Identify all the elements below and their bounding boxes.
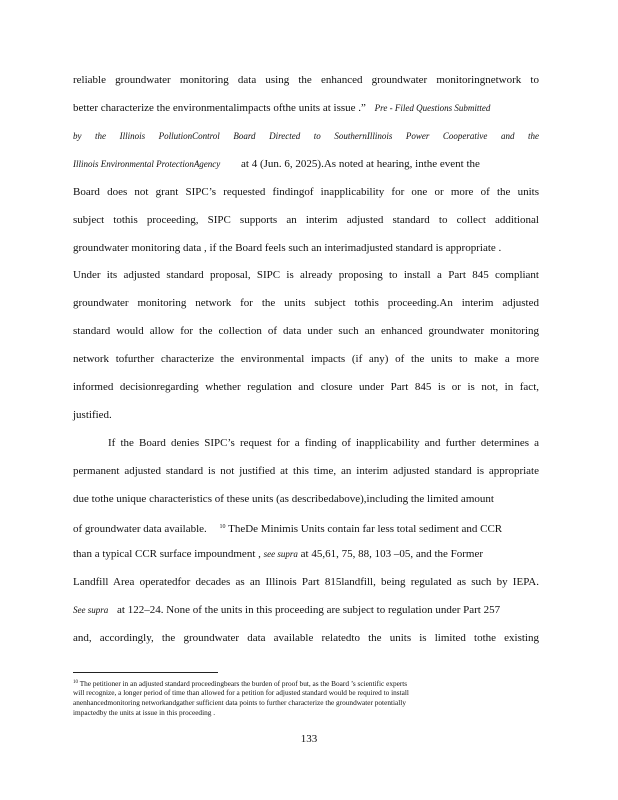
body-line: permanent adjusted standard is not justified at this time, an interim adjusted standard is appropriate xyxy=(73,465,539,477)
footnote-line: impactedby the units at issue in this proceeding . xyxy=(73,708,216,717)
body-line xyxy=(73,101,539,115)
citation-line: by the Illinois PollutionControl Board Directed to SouthernIllinois Power Cooperative and the xyxy=(73,131,539,141)
body-line: standard would allow for the collection of data under such an enhanced groundwater monitoring xyxy=(73,325,539,337)
body-line: groundwater monitoring data , if the Board feels such an interimadjusted standard is appropriate . xyxy=(73,242,502,254)
body-line: Landfill Area operatedfor decades as an Illinois Part 815landfill, being regulated as such by IEPA. xyxy=(73,576,539,588)
body-line: due tothe unique characteristics of these units (as describedabove),including the limited amount xyxy=(73,493,494,505)
citation-italic: Pre - Filed Questions Submitted xyxy=(374,103,491,113)
body-line: Under its adjusted standard proposal, SIPC is already proposing to install a Part 845 compliant xyxy=(73,269,539,281)
body-line: informed decisionregarding whether regulation and closure under Part 845 is or is not, in fact, xyxy=(73,381,539,393)
body-line xyxy=(73,603,539,617)
body-line: Board does not grant SIPC’s requested findingof inapplicability for one or more of the units xyxy=(73,186,539,198)
body-line: and, accordingly, the groundwater data available relatedto the units is limited tothe existing xyxy=(73,632,539,644)
body-line xyxy=(73,157,539,171)
body-text: at 4 (Jun. 6, 2025).As noted at hearing, inthe event the xyxy=(241,158,480,170)
citation-italic: see supra xyxy=(263,549,298,559)
footnote-reference: 10 xyxy=(219,524,226,530)
paragraph-first-line: If the Board denies SIPC’s request for a finding of inapplicability and further determines a xyxy=(108,437,539,449)
footnote-line xyxy=(73,678,541,689)
body-text: at 45,61, 75, 88, 103 –05, and the Former xyxy=(300,548,484,560)
body-text: at 122–24. None of the units in this proceeding are subject to regulation under Part 257 xyxy=(117,604,501,616)
page-number: 133 xyxy=(300,733,318,745)
footnote-line: anenhancedmonitoring networkandgather sufficient data points to further characterize the groundwater potentially xyxy=(73,698,406,707)
citation-italic: See supra xyxy=(73,605,109,615)
body-text: of groundwater data available. xyxy=(73,523,207,535)
body-text: better characterize the environmentalimpacts ofthe units at issue .” xyxy=(73,102,366,114)
footnote-text: The petitioner in an adjusted standard proceedingbears the burden of proof but, as the Board ’s scientific experts xyxy=(79,679,408,688)
body-line: justified. xyxy=(73,409,112,421)
body-line: groundwater monitoring network for the units subject tothis proceeding.An interim adjusted xyxy=(73,297,539,309)
footnote-number: 10 xyxy=(73,680,78,685)
body-line xyxy=(73,520,539,536)
footnote-line: will recognize, a longer period of time than allowed for a petition for adjusted standard would be required to install xyxy=(73,688,409,697)
body-line: network tofurther characterize the environmental impacts (if any) of the units to make a more xyxy=(73,353,539,365)
body-text: than a typical CCR surface impoundment , xyxy=(73,548,261,560)
body-line xyxy=(73,547,539,561)
citation-italic: Illinois Environmental ProtectionAgency xyxy=(73,159,221,169)
footnote-separator xyxy=(73,672,218,673)
body-text: TheDe Minimis Units contain far less total sediment and CCR xyxy=(228,523,503,535)
body-line: subject tothis proceeding, SIPC supports an interim adjusted standard to collect additional xyxy=(73,214,539,226)
body-line: reliable groundwater monitoring data using the enhanced groundwater monitoringnetwork to xyxy=(73,74,539,86)
